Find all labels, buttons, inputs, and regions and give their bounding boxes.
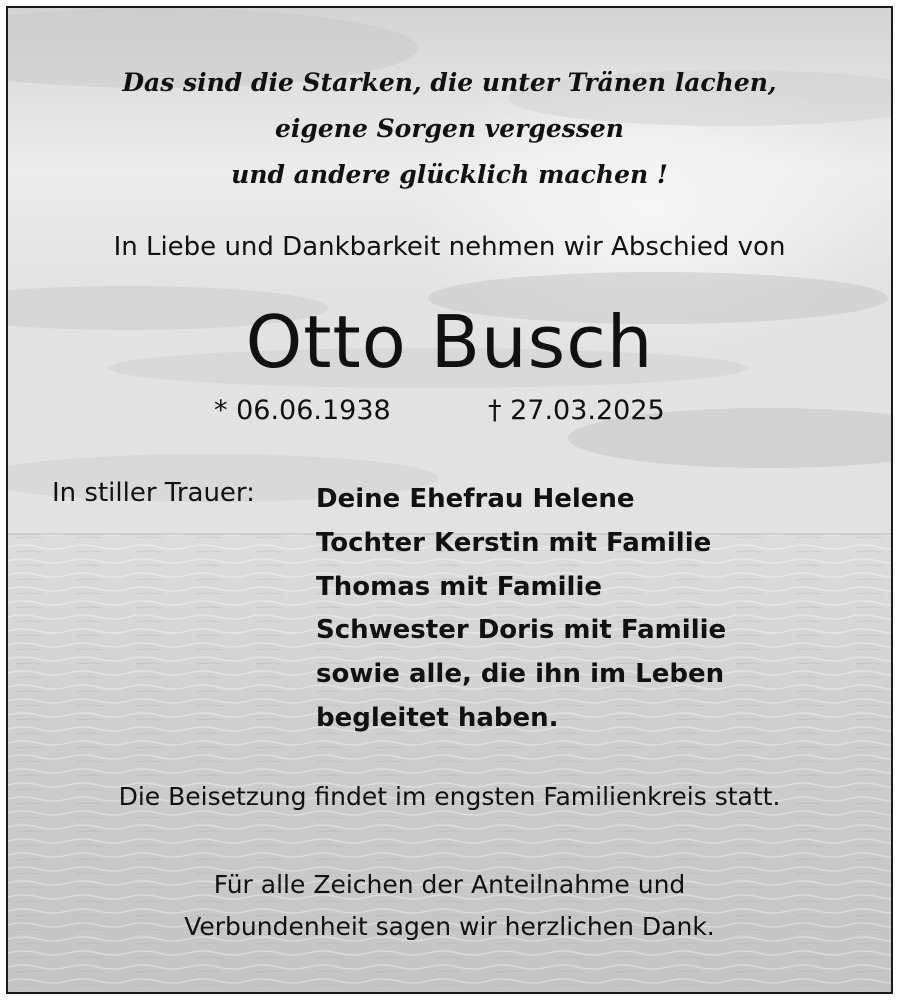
thanks-line: Für alle Zeichen der Anteilnahme und bbox=[213, 870, 686, 899]
thanks-line: Verbundenheit sagen wir herzlichen Dank. bbox=[184, 912, 715, 941]
memorial-poem bbox=[8, 60, 891, 198]
obituary-card bbox=[6, 6, 893, 994]
poem-line: Das sind die Starken, die unter Tränen lachen, bbox=[122, 68, 777, 97]
poem-line: eigene Sorgen vergessen bbox=[275, 114, 624, 143]
mourning-label: In stiller Trauer: bbox=[52, 478, 255, 508]
mourner-entry: Schwester Doris mit Familie bbox=[316, 615, 727, 646]
mourner-entry: Deine Ehefrau Helene bbox=[316, 484, 635, 514]
poem-line: und andere glücklich machen ! bbox=[231, 160, 668, 189]
farewell-intro: In Liebe und Dankbarkeit nehmen wir Abschied von bbox=[113, 232, 786, 262]
deceased-name: Otto Busch bbox=[245, 300, 654, 384]
birth-date: * 06.06.1938 bbox=[214, 395, 391, 426]
burial-note: Die Beisetzung findet im engsten Familienkreis statt. bbox=[118, 782, 781, 811]
mourner-entry: Tochter Kerstin mit Familie bbox=[316, 527, 712, 558]
obituary-content bbox=[8, 8, 891, 992]
death-date: † 27.03.2025 bbox=[488, 395, 665, 426]
mourner-entry: Thomas mit Familie bbox=[316, 571, 602, 602]
mourner-entry: begleitet haben. bbox=[316, 702, 559, 733]
mourner-entry: sowie alle, die ihn im Leben bbox=[316, 659, 725, 690]
mourners-list bbox=[316, 478, 726, 741]
thanks-note bbox=[8, 864, 891, 948]
